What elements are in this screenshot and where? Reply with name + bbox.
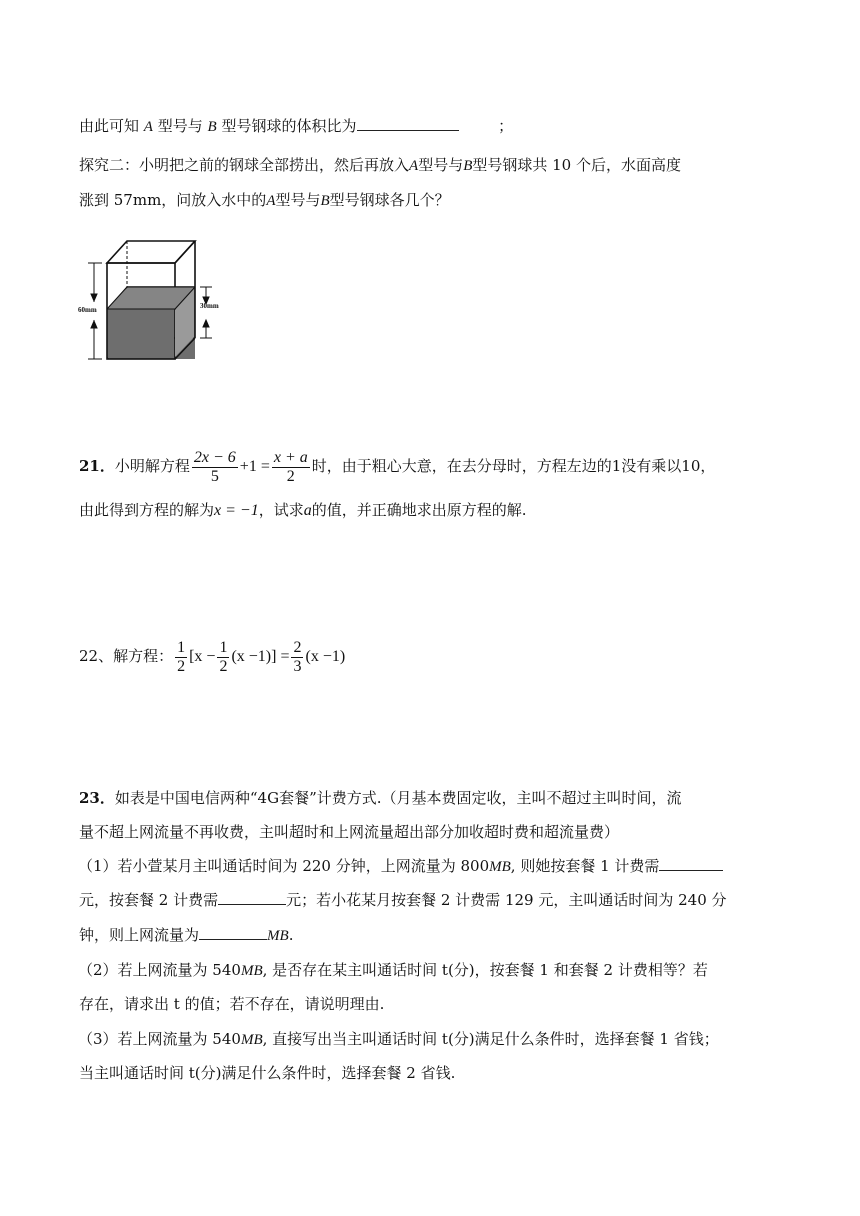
q23-number: 23． — [79, 789, 115, 807]
q21-line2-c: 的值，并正确地求出原方程的解. — [311, 501, 527, 519]
explore2-line2 — [79, 190, 450, 211]
q23-part1-line2-b: 元；若小花某月按套餐 2 计费需 129 元，主叫通话时间为 240 分 — [286, 891, 727, 909]
q23-part2-line1 — [78, 960, 708, 981]
q23-part1-line1 — [78, 856, 723, 877]
cube-diagram — [78, 238, 238, 362]
q21-fraction-right — [272, 449, 310, 486]
fraction-numerator: 2 — [293, 638, 302, 656]
var-a: A — [409, 158, 419, 174]
q22-part-2: (x −1)] = — [231, 648, 290, 665]
q22-fraction-3 — [291, 639, 303, 676]
unit-mb: MB — [267, 928, 289, 944]
q23-part2-line2 — [79, 994, 384, 1014]
explore1-text-a: 由此可知 — [79, 117, 140, 135]
explore1-text-c: 型号钢球的体积比为 — [221, 117, 357, 135]
explore1-end: ； — [498, 117, 514, 135]
unit-mb: MB — [240, 1032, 263, 1048]
q21-text-b: 时，由于粗心大意，在去分母时，方程左边的1没有乘以10， — [311, 457, 716, 475]
q22-fraction-1 — [175, 639, 187, 676]
q23-part3-line2 — [79, 1063, 455, 1083]
q22-number: 22、解方程： — [79, 647, 174, 665]
q22-part-3: (x −1) — [305, 648, 346, 665]
q21-text-a: 小明解方程 — [114, 457, 190, 475]
q23-line2-text: 量不超上网流量不再收费，主叫超时和上网流量超出部分加收超时费和超流量费） — [79, 823, 620, 841]
q21-line2-b: ，试求 — [258, 501, 304, 519]
explore2-line2-a: 涨到 57mm，问放入水中的 — [79, 191, 267, 209]
q23-line1 — [79, 788, 682, 808]
q23-part1-line3-b: . — [288, 926, 294, 944]
q22-equation — [79, 636, 345, 676]
q23-part2-b: , 是否存在某主叫通话时间 t(分)，按套餐 1 和套餐 2 计费相等？若 — [262, 961, 708, 979]
unit-mb: MB — [489, 859, 511, 875]
q23-part2-a: （2）若上网流量为 540 — [78, 961, 241, 979]
fraction-denominator: 2 — [219, 657, 228, 675]
q21-line2 — [79, 500, 527, 521]
fraction-denominator: 2 — [177, 657, 186, 675]
q23-part1-line3 — [79, 925, 293, 946]
var-b: B — [463, 158, 473, 174]
unit-mb: MB — [240, 963, 263, 979]
label-60mm: 60mm — [78, 306, 97, 314]
q21-line2-a: 由此得到方程的解为 — [79, 501, 215, 519]
q23-part1-b: , 则她按套餐 1 计费需 — [510, 857, 660, 875]
explore1-line — [79, 116, 513, 137]
q23-line1-text: 如表是中国电信两种“4G套餐”计费方式.（月基本费固定收，主叫不超过主叫时间，流 — [114, 789, 682, 807]
explore2-line1-c: 型号钢球共 10 个后，水面高度 — [472, 156, 681, 174]
q23-part3-a: （3）若上网流量为 540 — [78, 1030, 241, 1048]
q23-part3-line2-text: 当主叫通话时间 t(分)满足什么条件时，选择套餐 2 省钱. — [79, 1064, 456, 1082]
fraction-denominator: 3 — [293, 657, 302, 675]
q23-part1-line2 — [79, 890, 727, 910]
explore2-line2-c: 型号钢球各几个？ — [329, 191, 450, 209]
var-b: B — [207, 119, 217, 135]
q21-plus-one-equals: +1 = — [239, 458, 270, 475]
var-a: A — [266, 193, 276, 209]
explore1-text-b: 型号与 — [157, 117, 203, 135]
answer-blank[interactable] — [357, 116, 459, 131]
answer-blank-2[interactable] — [218, 890, 286, 905]
explore2-line2-b: 型号与 — [275, 191, 321, 209]
q22-part-1: [x − — [189, 648, 216, 665]
q23-part2-line2-text: 存在，请求出 t 的值；若不存在，请说明理由. — [79, 995, 385, 1013]
var-b: B — [320, 193, 330, 209]
fraction-numerator: 1 — [219, 638, 228, 656]
explore2-line1 — [79, 155, 681, 176]
q21-solution: x = −1 — [214, 502, 259, 519]
answer-blank-3[interactable] — [199, 925, 267, 940]
q21-fraction-left — [192, 449, 238, 486]
q21-number: 21． — [79, 457, 115, 475]
fraction-numerator: x + a — [273, 448, 308, 466]
q23-part3-b: , 直接写出当主叫通话时间 t(分)满足什么条件时，选择套餐 1 省钱； — [262, 1030, 719, 1048]
water-container-figure — [78, 238, 238, 362]
var-a: a — [303, 502, 312, 519]
q21-line1 — [79, 446, 715, 486]
explore2-line1-a: 探究二：小明把之前的钢球全部捞出，然后再放入 — [79, 156, 410, 174]
q22-fraction-2 — [217, 639, 229, 676]
q23-part1-line3-a: 钟，则上网流量为 — [79, 926, 200, 944]
q23-line2 — [79, 822, 619, 842]
fraction-denominator: 5 — [210, 467, 219, 485]
q23-part1-a: （1）若小萱某月主叫通话时间为 220 分钟，上网流量为 800 — [78, 857, 490, 875]
q23-part1-line2-a: 元，按套餐 2 计费需 — [79, 891, 219, 909]
explore2-line1-b: 型号与 — [418, 156, 464, 174]
fraction-denominator: 2 — [286, 467, 295, 485]
answer-blank-1[interactable] — [659, 856, 723, 871]
q23-part3-line1 — [78, 1029, 719, 1050]
label-30mm: 30mm — [200, 302, 219, 310]
fraction-numerator: 1 — [177, 638, 186, 656]
var-a: A — [143, 119, 153, 135]
fraction-numerator: 2x − 6 — [193, 448, 236, 466]
